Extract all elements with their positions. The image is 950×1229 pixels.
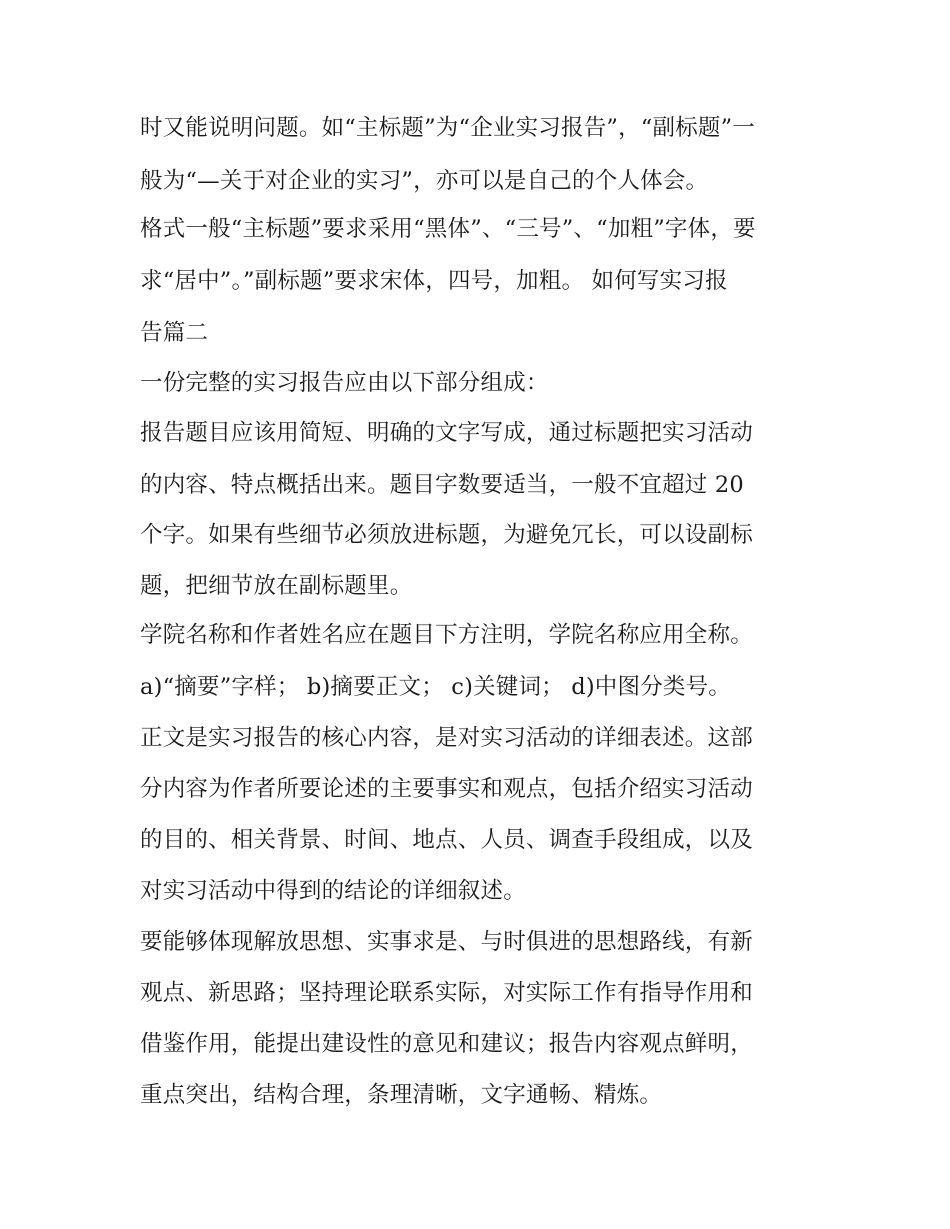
text-line: 的目的、相关背景、时间、地点、人员、调查手段组成，以及: [140, 827, 753, 853]
text-line: 借鉴作用，能提出建设性的意见和建议；报告内容观点鲜明，: [140, 1031, 753, 1057]
text-line: 般为“—关于对企业的实习”，亦可以是自己的个人体会。: [140, 168, 709, 194]
text-line: 重点突出，结构合理，条理清晰，文字通畅、精炼。: [140, 1082, 663, 1108]
text-line: a)“摘要”字样； b)摘要正文； c)关键词； d)中图分类号。: [140, 674, 731, 700]
text-line: 观点、新思路；坚持理论联系实际，对实际工作有指导作用和: [140, 980, 753, 1006]
text-line: 的内容、特点概括出来。题目字数要适当，一般不宜超过 20: [140, 472, 744, 498]
text-line: 一份完整的实习报告应由以下部分组成：: [140, 370, 549, 396]
text-line: 学院名称和作者姓名应在题目下方注明，学院名称应用全称。: [140, 622, 753, 648]
text-line: 求“居中”。”副标题”要求宋体，四号，加粗。 如何写实习报: [140, 268, 728, 294]
text-line: 题，把细节放在副标题里。: [140, 573, 413, 599]
text-line: 格式一般“主标题”要求采用“黑体”、“三号”、“加粗”字体，要: [140, 216, 756, 242]
text-line: 对实习活动中得到的结论的详细叙述。: [140, 878, 526, 904]
text-line: 时又能说明问题。如“主标题”为“企业实习报告”，“副标题”一: [140, 115, 756, 141]
text-line: 报告题目应该用简短、明确的文字写成，通过标题把实习活动: [140, 420, 753, 446]
text-line: 个字。如果有些细节必须放进标题，为避免冗长，可以设副标: [140, 522, 753, 548]
text-line: 要能够体现解放思想、实事求是、与时俱进的思想路线，有新: [140, 929, 753, 955]
text-line: 分内容为作者所要论述的主要事实和观点，包括介绍实习活动: [140, 776, 753, 802]
text-line: 告篇二: [140, 320, 209, 346]
text-line: 正文是实习报告的核心内容，是对实习活动的详细表述。这部: [140, 725, 753, 751]
